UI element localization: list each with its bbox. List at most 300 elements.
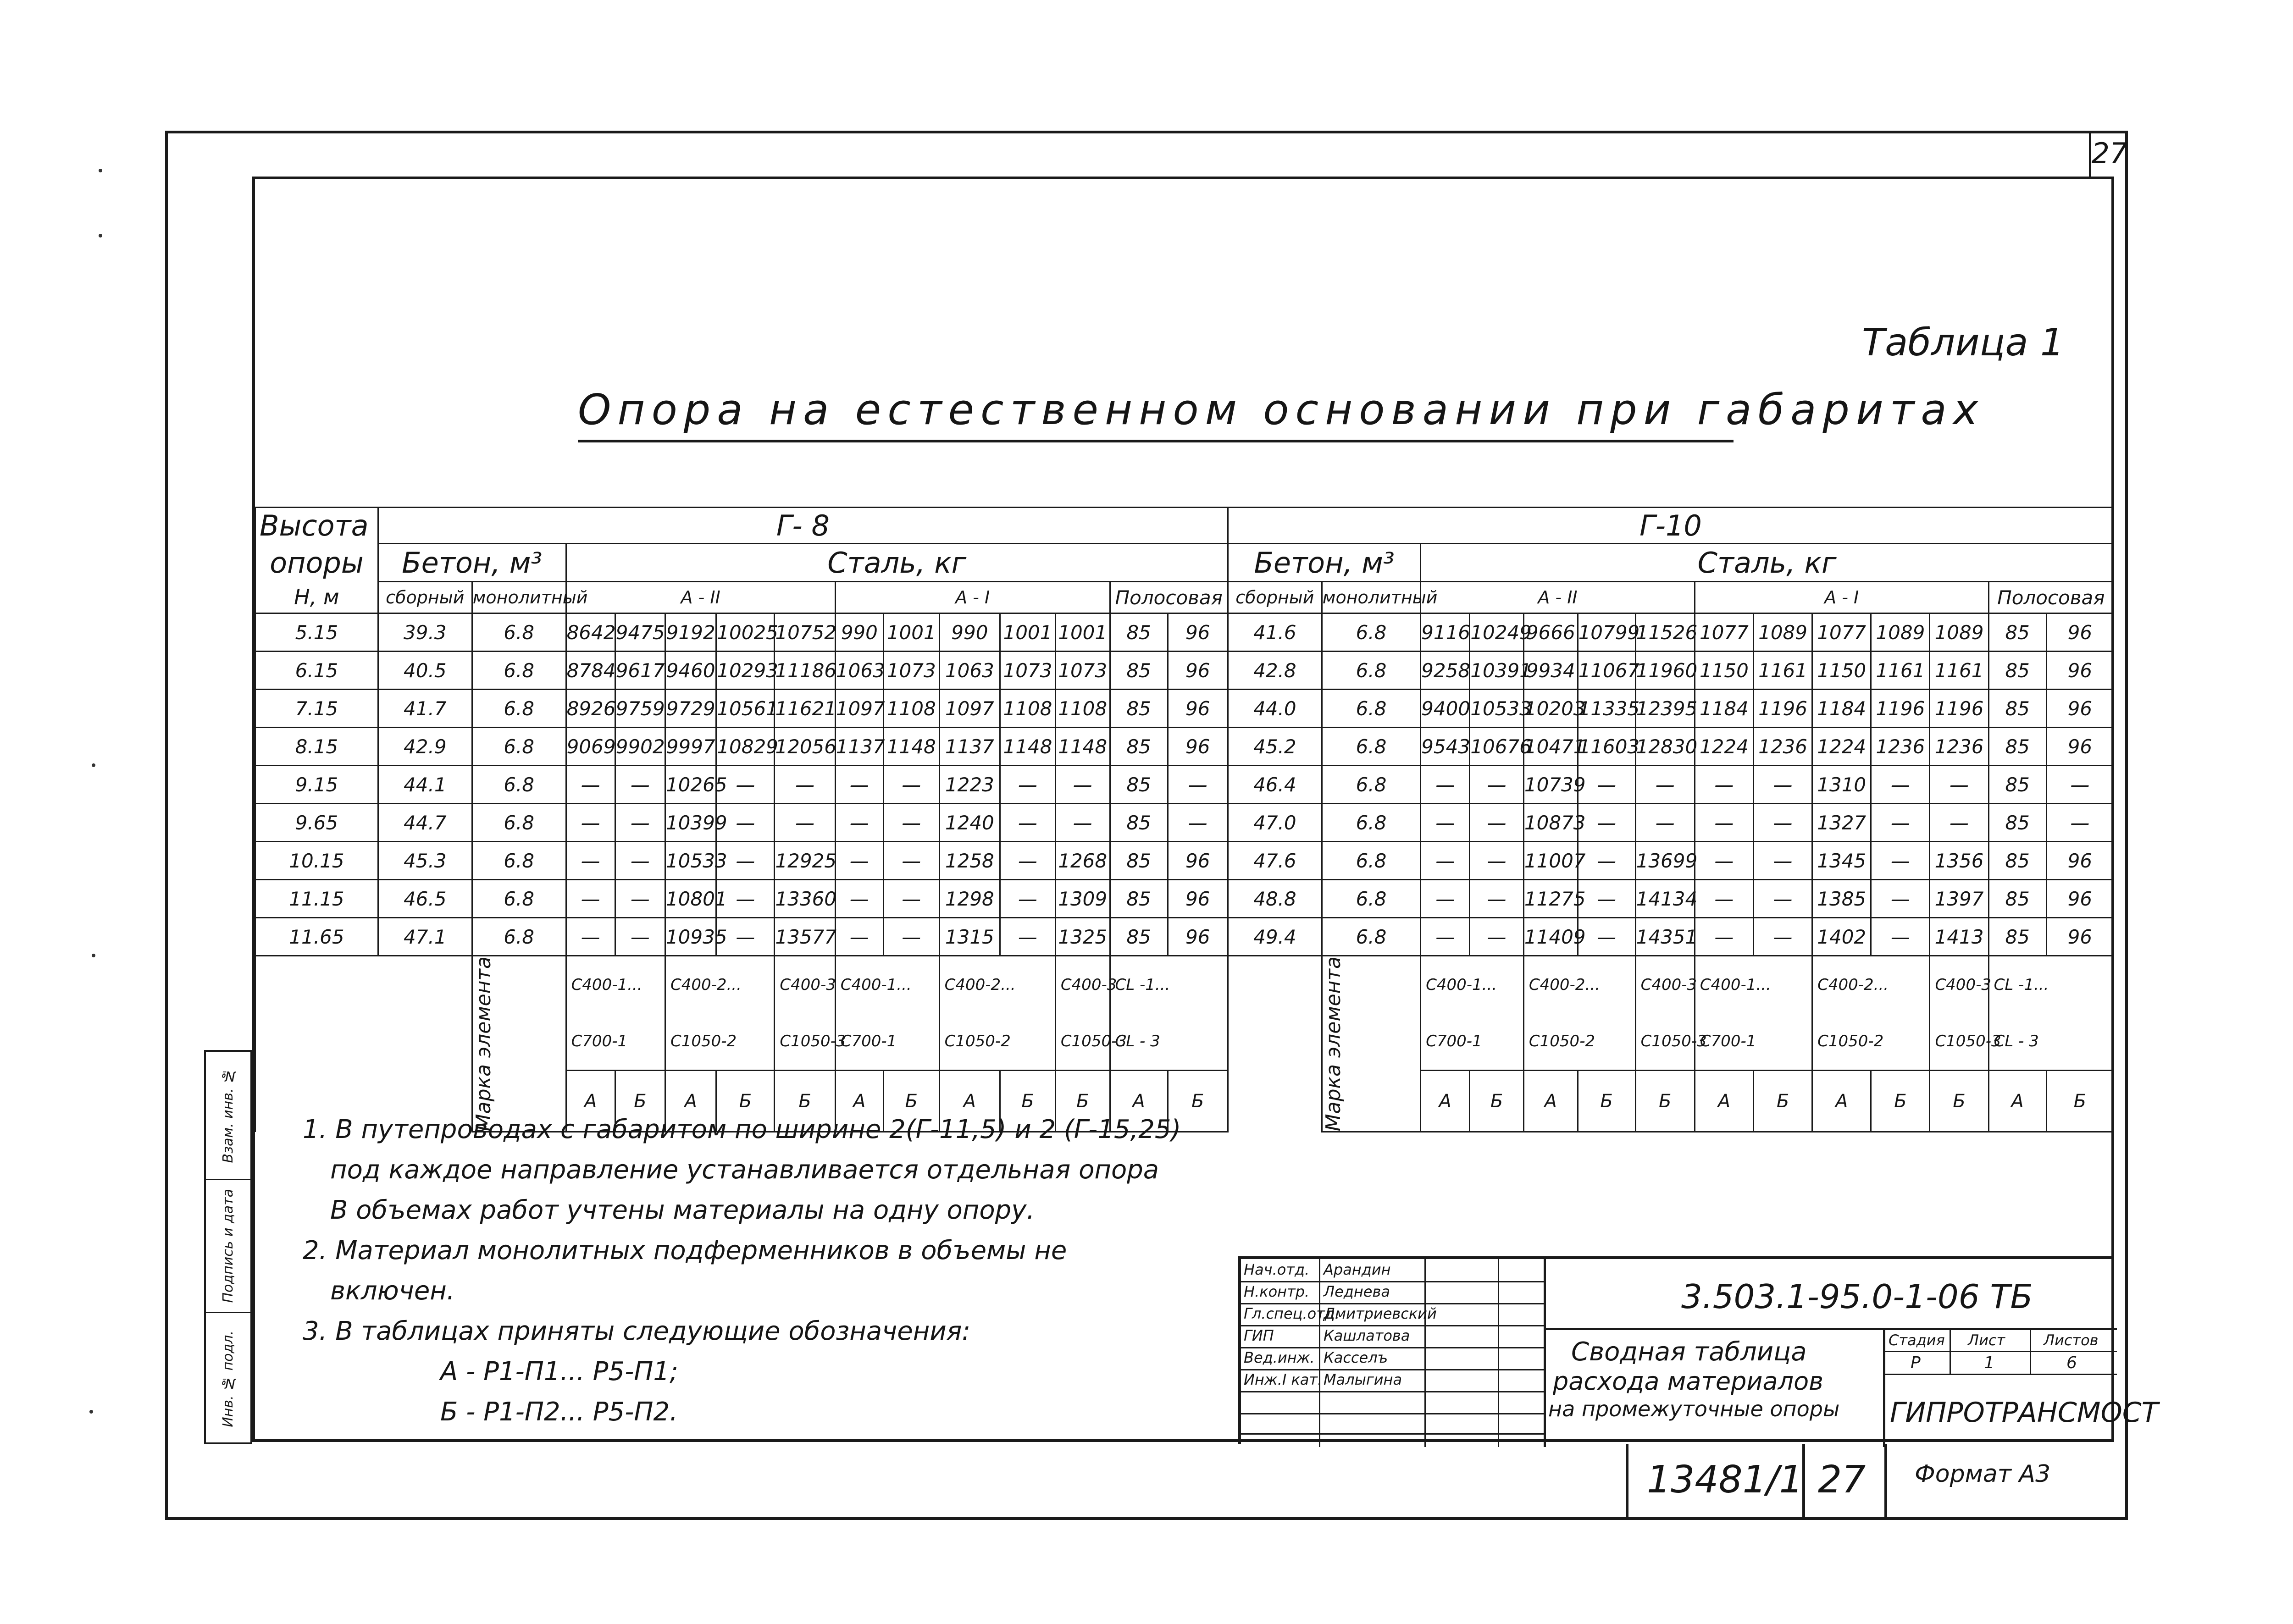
g8-steel-cell: 9729 — [665, 690, 716, 728]
g8-steel-cell: 13360 — [775, 880, 835, 918]
g8-steel-cell: — — [566, 918, 615, 956]
g10-steel-cell: — — [1695, 880, 1753, 918]
g10-steel-cell: — — [1695, 766, 1753, 804]
g8-steel-cell: 1258 — [939, 842, 1000, 880]
g8-steel-cell: 1073 — [883, 652, 939, 690]
height-cell: 5.15 — [255, 613, 378, 652]
g10-steel-cell: 1413 — [1930, 918, 1988, 956]
header-polosovaya: Полосовая — [1110, 582, 1228, 613]
g10-steel-cell: — — [1578, 880, 1635, 918]
ab-cell: Б — [1635, 1071, 1695, 1132]
title-block — [1238, 1256, 2159, 1444]
g10-steel-cell: — — [1930, 804, 1988, 842]
ab-cell: Б — [615, 1071, 665, 1132]
marka-group-bottom: С1050-2 — [939, 1013, 1055, 1071]
g8-steel-cell: — — [883, 804, 939, 842]
g10-steel-cell: 1150 — [1695, 652, 1753, 690]
notes — [303, 1110, 1181, 1432]
g8-monolit-cell: 6.8 — [472, 804, 566, 842]
g10-sborny-cell: 49.4 — [1228, 918, 1322, 956]
g10-steel-cell: 1196 — [1930, 690, 1988, 728]
g8-steel-cell: 1073 — [1055, 652, 1110, 690]
g8-steel-cell: 85 — [1110, 880, 1168, 918]
g8-steel-cell: 1325 — [1055, 918, 1110, 956]
g10-steel-cell: 11409 — [1523, 918, 1578, 956]
g8-steel-cell: 1108 — [883, 690, 939, 728]
g8-monolit-cell: 6.8 — [472, 652, 566, 690]
g8-sborny-cell: 45.3 — [378, 842, 472, 880]
g10-steel-cell: — — [1470, 842, 1524, 880]
g10-steel-cell: 12830 — [1635, 728, 1695, 766]
g10-steel-cell: 85 — [1988, 690, 2046, 728]
height-cell: 7.15 — [255, 690, 378, 728]
g8-sborny-cell: 39.3 — [378, 613, 472, 652]
g8-steel-cell: 10533 — [665, 842, 716, 880]
note-line: под каждое направление устанавливается отдельная опора — [330, 1155, 1159, 1185]
ab-cell: А — [939, 1071, 1000, 1132]
stamp-role: Гл.спец.отд. — [1244, 1305, 1340, 1322]
g10-steel-cell: 13699 — [1635, 842, 1695, 880]
g8-steel-cell: — — [1000, 766, 1056, 804]
organization: ГИПРОТРАНСМОСТ — [1890, 1397, 2159, 1429]
format-label: Формат А3 — [1915, 1460, 2051, 1488]
scan-speck — [92, 954, 95, 957]
g8-steel-cell: 10293 — [716, 652, 775, 690]
g10-steel-cell: 10533 — [1470, 690, 1524, 728]
g10-steel-cell: 85 — [1988, 880, 2046, 918]
ab-cell: Б — [2046, 1071, 2113, 1132]
table-row — [255, 690, 2114, 728]
g10-steel-cell: 10391 — [1470, 652, 1524, 690]
stamp-name: Малыгина — [1324, 1371, 1402, 1388]
ab-cell: А — [1421, 1071, 1470, 1132]
g8-steel-cell: 9617 — [615, 652, 665, 690]
header-beton-g8: Бетон, м³ — [378, 544, 566, 582]
g8-steel-cell: 1223 — [939, 766, 1000, 804]
g8-steel-cell: 1063 — [835, 652, 883, 690]
g10-steel-cell: 85 — [1988, 842, 2046, 880]
g8-steel-cell: 85 — [1110, 652, 1168, 690]
g8-steel-cell: — — [1168, 804, 1228, 842]
g10-steel-cell: 1077 — [1812, 613, 1871, 652]
corner-sheet-number: 27 — [2089, 131, 2128, 177]
height-cell: 10.15 — [255, 842, 378, 880]
g10-steel-cell: 96 — [2046, 842, 2113, 880]
g8-steel-cell: 990 — [939, 613, 1000, 652]
g8-steel-cell: 1097 — [939, 690, 1000, 728]
marka-group-top: С400-2... — [1523, 956, 1635, 1013]
g10-steel-cell: 10676 — [1470, 728, 1524, 766]
marka-group-top: СL -1... — [1110, 956, 1228, 1013]
g10-steel-cell: 96 — [2046, 652, 2113, 690]
g8-monolit-cell: 6.8 — [472, 613, 566, 652]
g8-steel-cell: 85 — [1110, 766, 1168, 804]
ab-cell: Б — [1871, 1071, 1930, 1132]
g8-steel-cell: 85 — [1110, 613, 1168, 652]
marka-group-bottom: С1050-3 — [1930, 1013, 1988, 1071]
g10-steel-cell: 11960 — [1635, 652, 1695, 690]
g10-steel-cell: — — [1753, 918, 1812, 956]
g8-steel-cell: — — [615, 842, 665, 880]
g8-steel-cell: 1315 — [939, 918, 1000, 956]
side-stamp — [204, 1050, 252, 1444]
g10-steel-cell: — — [1470, 804, 1524, 842]
marka-group-top: С400-1... — [1421, 956, 1524, 1013]
g10-monolit-cell: 6.8 — [1322, 766, 1420, 804]
table-row — [255, 728, 2114, 766]
side-cell-inv: Инв. № подл. — [220, 1330, 236, 1427]
g10-steel-cell: 1236 — [1753, 728, 1812, 766]
g8-steel-cell: — — [615, 918, 665, 956]
header-stal-g10: Сталь, кг — [1421, 544, 2114, 582]
g8-steel-cell: 1298 — [939, 880, 1000, 918]
g8-steel-cell: 8784 — [566, 652, 615, 690]
g10-steel-cell: 9934 — [1523, 652, 1578, 690]
g10-steel-cell: 85 — [1988, 652, 2046, 690]
stamp-role: Инж.I кат. — [1244, 1371, 1323, 1388]
g8-monolit-cell: 6.8 — [472, 842, 566, 880]
g10-steel-cell: 1310 — [1812, 766, 1871, 804]
g10-steel-cell: — — [1470, 766, 1524, 804]
g8-steel-cell: 1063 — [939, 652, 1000, 690]
g10-steel-cell: — — [1470, 918, 1524, 956]
g8-steel-cell: 1148 — [1055, 728, 1110, 766]
stamp-name: Арандин — [1324, 1261, 1391, 1278]
sheet-value: 1 — [1984, 1353, 1994, 1372]
marka-group-bottom: С700-1 — [566, 1013, 665, 1071]
side-cell-signature: Подпись и дата — [206, 1180, 250, 1313]
g8-steel-cell: — — [883, 766, 939, 804]
g8-steel-cell: — — [716, 766, 775, 804]
g8-steel-cell: — — [566, 766, 615, 804]
g8-steel-cell: — — [775, 804, 835, 842]
g10-steel-cell: 10249 — [1470, 613, 1524, 652]
g10-steel-cell: — — [1578, 804, 1635, 842]
marka-label — [1322, 956, 1420, 1132]
main-title: Опора на естественном основании при габаритах — [578, 385, 1734, 442]
g10-steel-cell: 85 — [1988, 766, 2046, 804]
g8-steel-cell: 9902 — [615, 728, 665, 766]
marka-group-bottom: СL - 3 — [1110, 1013, 1228, 1071]
header-a1: А - I — [835, 582, 1110, 613]
g8-steel-cell: — — [566, 842, 615, 880]
table-row — [255, 508, 2114, 544]
g10-steel-cell: 1224 — [1812, 728, 1871, 766]
header-height: Н, м — [255, 582, 378, 613]
g10-steel-cell: — — [1753, 880, 1812, 918]
table-row — [255, 804, 2114, 842]
g8-monolit-cell: 6.8 — [472, 728, 566, 766]
g10-steel-cell: 1089 — [1871, 613, 1930, 652]
g8-steel-cell: 85 — [1110, 804, 1168, 842]
g10-steel-cell: — — [1635, 766, 1695, 804]
g10-steel-cell: 1345 — [1812, 842, 1871, 880]
header-polosovaya: Полосовая — [1988, 582, 2113, 613]
document-title-line: расхода материалов — [1553, 1367, 1823, 1396]
g10-sborny-cell: 46.4 — [1228, 766, 1322, 804]
g8-steel-cell: 85 — [1110, 842, 1168, 880]
marka-group-top: С400-3 — [1635, 956, 1695, 1013]
g10-steel-cell: — — [1871, 918, 1930, 956]
g8-steel-cell: 10399 — [665, 804, 716, 842]
g8-steel-cell: — — [716, 842, 775, 880]
g10-steel-cell: 14351 — [1635, 918, 1695, 956]
g10-steel-cell: 1385 — [1812, 880, 1871, 918]
g8-steel-cell: — — [883, 880, 939, 918]
height-cell: 11.15 — [255, 880, 378, 918]
ab-cell: А — [1812, 1071, 1871, 1132]
g10-steel-cell: — — [1753, 766, 1812, 804]
g10-steel-cell: 96 — [2046, 880, 2113, 918]
g8-steel-cell: — — [883, 918, 939, 956]
stage-value: Р — [1911, 1353, 1921, 1372]
g8-steel-cell: — — [1055, 804, 1110, 842]
header-monolitny: монолитный — [472, 582, 566, 613]
g8-steel-cell: 85 — [1110, 918, 1168, 956]
g8-steel-cell: — — [835, 918, 883, 956]
g10-steel-cell: 1184 — [1695, 690, 1753, 728]
g8-steel-cell: 96 — [1168, 728, 1228, 766]
marka-group-top: С400-1... — [835, 956, 939, 1013]
g8-steel-cell: 10752 — [775, 613, 835, 652]
g8-steel-cell: 10265 — [665, 766, 716, 804]
header-monolitny: монолитный — [1322, 582, 1420, 613]
g8-steel-cell: 10829 — [716, 728, 775, 766]
g10-steel-cell: 10873 — [1523, 804, 1578, 842]
g10-steel-cell: 1161 — [1930, 652, 1988, 690]
table-row — [255, 918, 2114, 956]
header-height: Высота — [255, 508, 378, 544]
g8-steel-cell: 12925 — [775, 842, 835, 880]
g8-steel-cell: — — [615, 766, 665, 804]
ab-cell: Б — [716, 1071, 775, 1132]
height-cell: 8.15 — [255, 728, 378, 766]
ab-cell: Б — [775, 1071, 835, 1132]
g10-steel-cell: 11603 — [1578, 728, 1635, 766]
g8-sborny-cell: 40.5 — [378, 652, 472, 690]
document-code: 3.503.1-95.0-1-06 ТБ — [1681, 1277, 2033, 1316]
g10-steel-cell: 1089 — [1753, 613, 1812, 652]
inventory-number: 13481/1 — [1647, 1458, 1803, 1502]
g10-steel-cell: — — [1753, 804, 1812, 842]
g8-steel-cell: 9759 — [615, 690, 665, 728]
g8-steel-cell: 96 — [1168, 690, 1228, 728]
g8-steel-cell: — — [1000, 804, 1056, 842]
g10-steel-cell: — — [1695, 842, 1753, 880]
marka-group-top: С400-2... — [1812, 956, 1930, 1013]
g8-steel-cell: — — [1000, 918, 1056, 956]
side-cell-replace: Взам. инв. № — [206, 1052, 250, 1180]
document-title-line: на промежуточные опоры — [1548, 1397, 1840, 1421]
g10-steel-cell: 1077 — [1695, 613, 1753, 652]
header-a1: А - I — [1695, 582, 1988, 613]
table-row — [255, 880, 2114, 918]
g10-steel-cell: 10471 — [1523, 728, 1578, 766]
marka-group-bottom: С700-1 — [835, 1013, 939, 1071]
table-row — [255, 544, 2114, 582]
g10-steel-cell: 1397 — [1930, 880, 1988, 918]
g10-sborny-cell: 47.0 — [1228, 804, 1322, 842]
scan-speck — [89, 1410, 93, 1414]
height-cell: 9.15 — [255, 766, 378, 804]
g10-steel-cell: 1150 — [1812, 652, 1871, 690]
g10-steel-cell: 11275 — [1523, 880, 1578, 918]
g8-steel-cell: — — [566, 880, 615, 918]
g10-steel-cell: — — [1421, 918, 1470, 956]
g8-steel-cell: — — [1000, 880, 1056, 918]
g8-steel-cell: 9997 — [665, 728, 716, 766]
g10-sborny-cell: 47.6 — [1228, 842, 1322, 880]
g10-steel-cell: 1327 — [1812, 804, 1871, 842]
marka-label-text: Марка элемента — [1321, 956, 1345, 1132]
g10-steel-cell: 96 — [2046, 728, 2113, 766]
g8-steel-cell: 10561 — [716, 690, 775, 728]
ab-cell: Б — [1930, 1071, 1988, 1132]
note-line: Б - Р1-П2... Р5-П2. — [440, 1397, 678, 1427]
note-line: 1. В путепроводах с габаритом по ширине 2(Г-11,5) и 2 (Г-15,25) — [303, 1115, 1181, 1144]
scan-speck — [99, 169, 102, 172]
marka-group-top: С400-3 — [775, 956, 835, 1013]
g8-steel-cell: 96 — [1168, 842, 1228, 880]
g10-steel-cell: — — [1421, 880, 1470, 918]
g10-steel-cell: 1161 — [1753, 652, 1812, 690]
ab-cell: Б — [1753, 1071, 1812, 1132]
materials-table — [255, 507, 2114, 1132]
g8-steel-cell: 9460 — [665, 652, 716, 690]
document-title-line: Сводная таблица — [1571, 1337, 1807, 1367]
inventory-box — [1626, 1444, 1802, 1520]
g10-steel-cell: 1184 — [1812, 690, 1871, 728]
g10-steel-cell: — — [1421, 766, 1470, 804]
marka-group-top: С400-1... — [566, 956, 665, 1013]
g10-steel-cell: 96 — [2046, 690, 2113, 728]
g10-steel-cell: 9400 — [1421, 690, 1470, 728]
table-row — [255, 956, 2114, 1013]
marka-label — [472, 956, 566, 1132]
marka-group-bottom: С700-1 — [1695, 1013, 1812, 1071]
g8-steel-cell: — — [615, 880, 665, 918]
g8-sborny-cell: 41.7 — [378, 690, 472, 728]
g8-steel-cell: — — [716, 880, 775, 918]
g8-steel-cell: 9069 — [566, 728, 615, 766]
g8-steel-cell: 13577 — [775, 918, 835, 956]
g10-steel-cell: 11335 — [1578, 690, 1635, 728]
ab-cell: А — [1988, 1071, 2046, 1132]
g8-steel-cell: — — [883, 842, 939, 880]
g8-steel-cell: 1137 — [835, 728, 883, 766]
g8-sborny-cell: 42.9 — [378, 728, 472, 766]
g10-steel-cell: 1236 — [1930, 728, 1988, 766]
marka-group-top: С400-2... — [939, 956, 1055, 1013]
g8-steel-cell: 85 — [1110, 690, 1168, 728]
marka-group-top: С400-1... — [1695, 956, 1812, 1013]
g8-monolit-cell: 6.8 — [472, 690, 566, 728]
g8-steel-cell: — — [835, 766, 883, 804]
ab-cell: А — [1110, 1071, 1168, 1132]
g10-steel-cell: — — [1695, 918, 1753, 956]
g10-monolit-cell: 6.8 — [1322, 880, 1420, 918]
g10-steel-cell: — — [1871, 880, 1930, 918]
g10-monolit-cell: 6.8 — [1322, 652, 1420, 690]
stamp-role: Вед.инж. — [1244, 1349, 1315, 1366]
stamp-name: Дмитриевский — [1324, 1305, 1437, 1322]
scan-speck — [92, 763, 95, 767]
stamp-name: Леднева — [1324, 1283, 1390, 1300]
g8-steel-cell: 10801 — [665, 880, 716, 918]
g10-steel-cell: — — [1578, 842, 1635, 880]
g8-monolit-cell: 6.8 — [472, 880, 566, 918]
g10-monolit-cell: 6.8 — [1322, 613, 1420, 652]
scan-speck — [99, 234, 102, 238]
g10-steel-cell: 1224 — [1695, 728, 1753, 766]
stamp-role: Нач.отд. — [1244, 1261, 1310, 1278]
g8-steel-cell: 11186 — [775, 652, 835, 690]
ab-cell: Б — [1055, 1071, 1110, 1132]
g10-steel-cell: — — [1753, 842, 1812, 880]
marka-group-bottom: С700-1 — [1421, 1013, 1524, 1071]
g10-steel-cell: 96 — [2046, 613, 2113, 652]
note-line: 2. Материал монолитных подферменников в объемы не — [303, 1236, 1067, 1265]
g10-steel-cell: 96 — [2046, 918, 2113, 956]
g10-steel-cell: — — [1578, 766, 1635, 804]
g8-steel-cell: 8642 — [566, 613, 615, 652]
g10-sborny-cell: 42.8 — [1228, 652, 1322, 690]
g10-steel-cell: 12395 — [1635, 690, 1695, 728]
g8-monolit-cell: 6.8 — [472, 918, 566, 956]
g8-sborny-cell: 46.5 — [378, 880, 472, 918]
blank-cell — [378, 956, 472, 1132]
marka-group-bottom: С1050-3 — [1635, 1013, 1695, 1071]
g8-steel-cell: 1001 — [883, 613, 939, 652]
g8-steel-cell: — — [835, 804, 883, 842]
ab-cell: А — [566, 1071, 615, 1132]
g8-steel-cell: 1108 — [1000, 690, 1056, 728]
g10-steel-cell: 9543 — [1421, 728, 1470, 766]
g10-steel-cell: 85 — [1988, 613, 2046, 652]
ab-cell: А — [1523, 1071, 1578, 1132]
g10-steel-cell: 85 — [1988, 804, 2046, 842]
header-g8: Г- 8 — [378, 508, 1228, 544]
g10-steel-cell: 9116 — [1421, 613, 1470, 652]
header-a2: А - II — [566, 582, 835, 613]
g10-steel-cell: — — [1930, 766, 1988, 804]
g10-steel-cell: 1089 — [1930, 613, 1988, 652]
ab-cell: Б — [883, 1071, 939, 1132]
marka-group-bottom: С1050-2 — [1523, 1013, 1635, 1071]
g10-steel-cell: 14134 — [1635, 880, 1695, 918]
marka-group-bottom: С1050-3 — [1055, 1013, 1110, 1071]
note-line: включен. — [330, 1276, 455, 1306]
g10-monolit-cell: 6.8 — [1322, 728, 1420, 766]
header-sborny: сборный — [1228, 582, 1322, 613]
stage-label: Стадия — [1889, 1331, 1945, 1349]
g10-steel-cell: 10799 — [1578, 613, 1635, 652]
g8-steel-cell: 990 — [835, 613, 883, 652]
ab-cell: А — [835, 1071, 883, 1132]
g8-steel-cell: — — [716, 804, 775, 842]
g10-steel-cell: 85 — [1988, 728, 2046, 766]
note-line: А - Р1-П1... Р5-П1; — [440, 1357, 678, 1386]
page-number: 27 — [1818, 1458, 1866, 1502]
marka-group-bottom: С1050-2 — [665, 1013, 774, 1071]
table-row — [255, 582, 2114, 613]
g10-monolit-cell: 6.8 — [1322, 918, 1420, 956]
g8-steel-cell: 8926 — [566, 690, 615, 728]
ab-cell: А — [665, 1071, 716, 1132]
g10-steel-cell: 85 — [1988, 918, 2046, 956]
g10-steel-cell: 1161 — [1871, 652, 1930, 690]
table-row — [255, 842, 2114, 880]
